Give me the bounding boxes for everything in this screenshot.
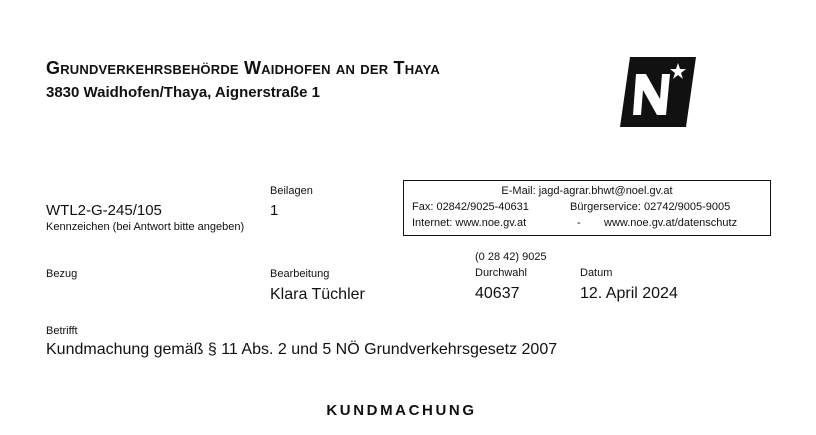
document-title: KUNDMACHUNG — [326, 402, 477, 419]
contact-internet: Internet: www.noe.gv.at — [412, 217, 527, 229]
authority-address: 3830 Waidhofen/Thaya, Aignerstraße 1 — [46, 84, 320, 101]
contact-email: E-Mail: jagd-agrar.bhwt@noel.gv.at — [501, 185, 673, 197]
contact-citizen-service: Bürgerservice: 02742/9005-9005 — [570, 201, 731, 213]
handler-value: Klara Tüchler — [270, 286, 365, 303]
contact-privacy: www.noe.gv.at/datenschutz — [604, 217, 738, 229]
subject-text: Kundmachung gemäß § 11 Abs. 2 und 5 NÖ Grundverkehrsgesetz 2007 — [46, 341, 558, 358]
handler-label: Bearbeitung — [270, 268, 330, 280]
attachments-value: 1 — [270, 202, 279, 219]
contact-separator: - — [577, 217, 581, 229]
extension-value: 40637 — [475, 285, 520, 302]
contact-box — [403, 180, 771, 236]
phone-prefix: (0 28 42) 9025 — [475, 251, 547, 263]
contact-fax: Fax: 02842/9025-40631 — [412, 201, 529, 213]
noe-logo-icon — [620, 57, 696, 127]
subject-label: Betrifft — [46, 325, 78, 337]
reference-hint: Kennzeichen (bei Antwort bitte angeben) — [46, 221, 245, 233]
date-label: Datum — [580, 267, 613, 279]
reference-number: WTL2-G-245/105 — [46, 202, 162, 219]
attachments-label: Beilagen — [270, 185, 313, 197]
extension-label: Durchwahl — [475, 267, 527, 279]
date-value: 12. April 2024 — [580, 285, 678, 302]
subject-ref-label: Bezug — [46, 268, 78, 280]
authority-name: Grundverkehrsbehörde Waidhofen an der Thaya — [46, 58, 440, 78]
